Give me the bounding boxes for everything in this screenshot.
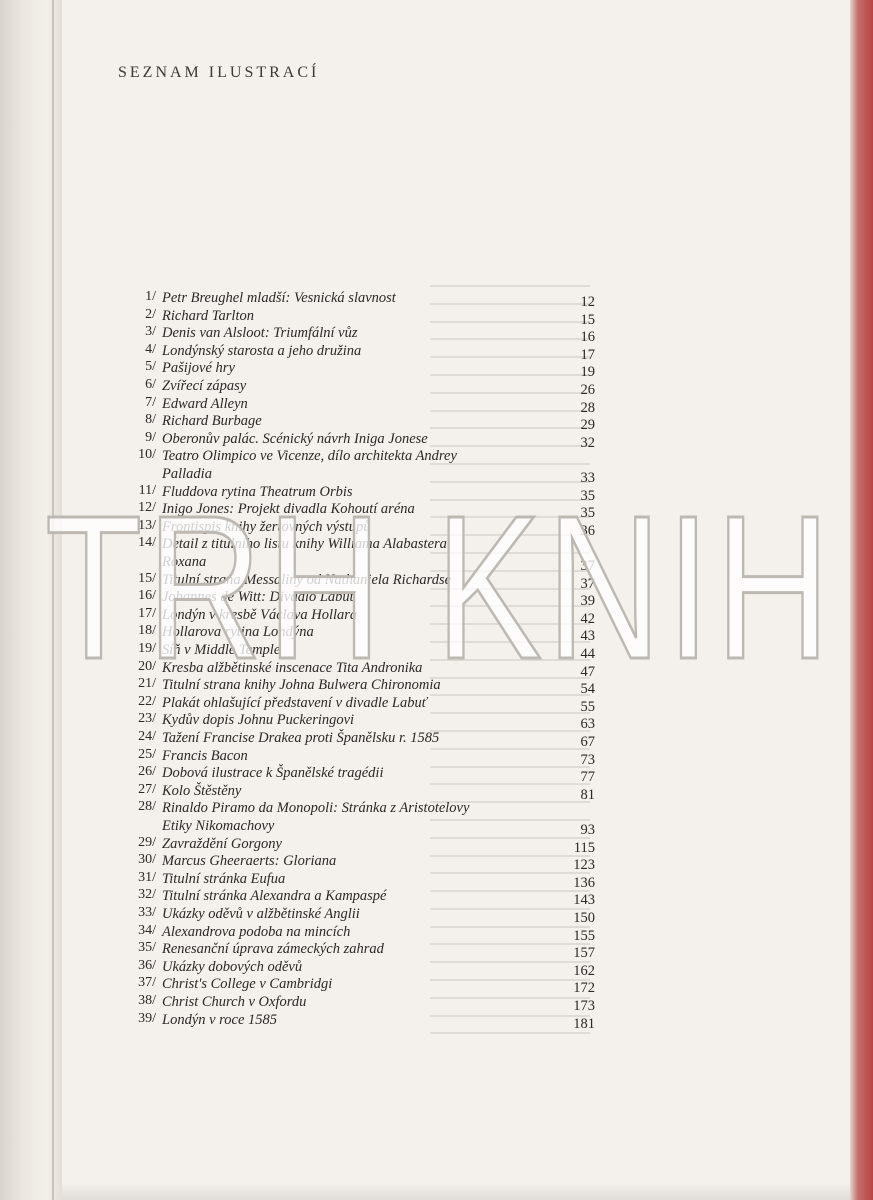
item-number: 24/ — [138, 729, 156, 744]
item-page: 44 — [580, 646, 595, 662]
item-title: Detail z titulního listu knihy Williama Alabastera — [162, 536, 447, 552]
item-title: Johannes de Witt: Divadlo Labuť — [162, 589, 355, 605]
item-number: 7/ — [145, 395, 156, 410]
list-item — [0, 799, 873, 817]
list-item — [0, 993, 873, 1014]
item-title: Renesanční úprava zámeckých zahrad — [162, 941, 384, 957]
item-title: Fluddova rytina Theatrum Orbis — [162, 484, 353, 500]
item-number: 36/ — [138, 958, 156, 973]
item-title: Teatro Olimpico ve Vicenze, dílo architekta Andrey — [162, 448, 457, 464]
item-title: Etiky Nikomachovy — [162, 818, 275, 834]
item-page: 33 — [580, 470, 595, 486]
item-title: Londýn v roce 1585 — [162, 1012, 278, 1028]
item-number: 27/ — [138, 782, 156, 797]
item-title: Marcus Gheeraerts: Gloriana — [162, 853, 337, 869]
list-item — [0, 606, 873, 627]
item-title: Plakát ohlašující představení v divadle Labuť — [162, 695, 428, 711]
item-page: 157 — [573, 945, 595, 961]
item-title: Hollarova rytina Londýna — [162, 624, 314, 640]
item-title: Frontispis knihy žertovných výstupů — [162, 519, 371, 535]
list-item — [0, 483, 873, 504]
item-page: 143 — [573, 892, 595, 908]
item-title: Petr Breughel mladší: Vesnická slavnost — [162, 290, 396, 306]
item-number: 15/ — [138, 571, 156, 586]
item-number: 38/ — [138, 993, 156, 1008]
list-item — [0, 817, 873, 838]
item-title: Kresba alžbětinské inscenace Tita Andronika — [162, 660, 423, 676]
list-item — [0, 923, 873, 944]
list-item — [0, 694, 873, 715]
item-title: Titulní stránka Alexandra a Kampaspé — [162, 888, 387, 904]
item-page: 173 — [573, 998, 595, 1014]
list-item — [0, 553, 873, 574]
list-item — [0, 412, 873, 433]
item-number: 30/ — [138, 852, 156, 867]
item-title: Richard Burbage — [162, 413, 262, 429]
item-number: 18/ — [138, 623, 156, 638]
item-number: 21/ — [138, 676, 156, 691]
list-item — [0, 747, 873, 768]
item-page: 35 — [580, 505, 595, 521]
item-title: Oberonův palác. Scénický návrh Iniga Jonese — [162, 431, 428, 447]
list-item — [0, 659, 873, 680]
list-item — [0, 377, 873, 398]
item-page: 172 — [573, 980, 595, 996]
item-number: 32/ — [138, 887, 156, 902]
item-number: 4/ — [145, 342, 156, 357]
item-number: 22/ — [138, 694, 156, 709]
item-number: 23/ — [138, 711, 156, 726]
page-title: SEZNAM ILUSTRACÍ — [118, 64, 320, 81]
item-title: Ukázky oděvů v alžbětinské Anglii — [162, 906, 360, 922]
item-number: 8/ — [145, 412, 156, 427]
item-number: 19/ — [138, 641, 156, 656]
item-number: 14/ — [138, 535, 156, 550]
watermark-text: TRH KNIH — [45, 488, 835, 683]
item-number: 34/ — [138, 923, 156, 938]
list-item — [0, 852, 873, 873]
item-number: 11/ — [138, 483, 156, 498]
item-number: 5/ — [145, 359, 156, 374]
list-item — [0, 500, 873, 521]
list-item — [0, 641, 873, 662]
item-title: Kydův dopis Johnu Puckeringovi — [162, 712, 355, 728]
item-title: Tažení Francise Drakea proti Španělsku r. 1585 — [162, 730, 440, 746]
item-page: 181 — [573, 1016, 595, 1032]
list-item — [0, 535, 873, 553]
item-title: Titulní strana knihy Johna Bulwera Chironomia — [162, 677, 441, 693]
list-item — [0, 324, 873, 345]
item-page: 150 — [573, 910, 595, 926]
item-page: 47 — [580, 664, 595, 680]
item-page: 32 — [580, 435, 595, 451]
item-number: 3/ — [145, 324, 156, 339]
item-title: Rinaldo Piramo da Monopoli: Stránka z Aristotelovy — [162, 800, 470, 816]
item-page: 26 — [580, 382, 595, 398]
item-number: 2/ — [145, 307, 156, 322]
item-title: Síň v Middle Temple — [162, 642, 281, 658]
item-page: 54 — [580, 681, 595, 697]
item-number: 9/ — [145, 430, 156, 445]
list-item — [0, 958, 873, 979]
list-item — [0, 940, 873, 961]
item-title: Ukázky dobových oděvů — [162, 959, 303, 975]
item-page: 29 — [580, 417, 595, 433]
list-item — [0, 887, 873, 908]
list-item — [0, 782, 873, 803]
item-page: 37 — [580, 558, 595, 574]
item-number: 13/ — [138, 518, 156, 533]
item-title: Christ's College v Cambridgi — [162, 976, 333, 992]
item-title: Zavraždění Gorgony — [162, 836, 282, 852]
item-page: 17 — [580, 347, 595, 363]
list-item — [0, 359, 873, 380]
item-title: Francis Bacon — [162, 748, 248, 764]
list-item — [0, 764, 873, 785]
item-title: Pašijové hry — [162, 360, 235, 376]
list-item — [0, 289, 873, 310]
item-page: 19 — [580, 364, 595, 380]
item-number: 39/ — [138, 1011, 156, 1026]
item-title: Edward Alleyn — [162, 396, 248, 412]
item-number: 28/ — [138, 799, 156, 814]
page-shadow — [62, 1182, 850, 1200]
item-page: 93 — [580, 822, 595, 838]
item-page: 35 — [580, 488, 595, 504]
item-title: Dobová ilustrace k Španělské tragédii — [162, 765, 384, 781]
list-item — [0, 729, 873, 750]
item-number: 25/ — [138, 747, 156, 762]
item-title: Roxana — [162, 554, 207, 570]
item-number: 12/ — [138, 500, 156, 515]
item-number: 10/ — [138, 447, 156, 462]
list-item — [0, 342, 873, 363]
item-page: 123 — [573, 857, 595, 873]
item-page: 15 — [580, 312, 595, 328]
item-number: 26/ — [138, 764, 156, 779]
list-item — [0, 711, 873, 732]
item-page: 136 — [573, 875, 595, 891]
item-title: Londýn v kresbě Václava Hollara — [162, 607, 358, 623]
list-item — [0, 588, 873, 609]
item-number: 20/ — [138, 659, 156, 674]
item-title: Kolo Štěstěny — [162, 783, 242, 799]
list-item — [0, 623, 873, 644]
list-item — [0, 870, 873, 891]
list-item — [0, 975, 873, 996]
item-number: 17/ — [138, 606, 156, 621]
item-number: 6/ — [145, 377, 156, 392]
item-page: 55 — [580, 699, 595, 715]
item-title: Palladia — [162, 466, 212, 482]
item-title: Titulní stránka Eufua — [162, 871, 286, 887]
list-item — [0, 1011, 873, 1032]
item-number: 37/ — [138, 975, 156, 990]
item-number: 1/ — [145, 289, 156, 304]
list-item — [0, 905, 873, 926]
list-item — [0, 430, 873, 451]
item-title: Denis van Alsloot: Triumfální vůz — [162, 325, 358, 341]
item-page: 63 — [580, 716, 595, 732]
item-title: Richard Tarlton — [162, 308, 254, 324]
item-page: 42 — [580, 611, 595, 627]
item-number: 35/ — [138, 940, 156, 955]
item-page: 12 — [580, 294, 595, 310]
item-title: Christ Church v Oxfordu — [162, 994, 307, 1010]
item-page: 28 — [580, 400, 595, 416]
item-number: 16/ — [138, 588, 156, 603]
list-item — [0, 676, 873, 697]
item-page: 37 — [580, 576, 595, 592]
item-number: 29/ — [138, 835, 156, 850]
item-page: 43 — [580, 628, 595, 644]
item-page: 162 — [573, 963, 595, 979]
list-item — [0, 395, 873, 416]
item-page: 81 — [580, 787, 595, 803]
list-item — [0, 518, 873, 539]
item-number: 31/ — [138, 870, 156, 885]
item-page: 16 — [580, 329, 595, 345]
item-page: 39 — [580, 593, 595, 609]
item-page: 36 — [580, 523, 595, 539]
item-title: Zvířecí zápasy — [162, 378, 247, 394]
item-title: Inigo Jones: Projekt divadla Kohoutí aréna — [162, 501, 415, 517]
list-item — [0, 835, 873, 856]
item-page: 115 — [573, 840, 595, 856]
item-title: Titulní strana Messaliny od Nathaniela Richardse — [162, 572, 452, 588]
item-title: Londýnský starosta a jeho družina — [162, 343, 362, 359]
list-item — [0, 465, 873, 486]
item-number: 33/ — [138, 905, 156, 920]
item-title: Alexandrova podoba na mincích — [162, 924, 351, 940]
list-item — [0, 447, 873, 465]
item-page: 67 — [580, 734, 595, 750]
item-page: 77 — [580, 769, 595, 785]
list-item — [0, 571, 873, 592]
item-page: 73 — [580, 752, 595, 768]
item-page: 155 — [573, 928, 595, 944]
list-item — [0, 307, 873, 328]
